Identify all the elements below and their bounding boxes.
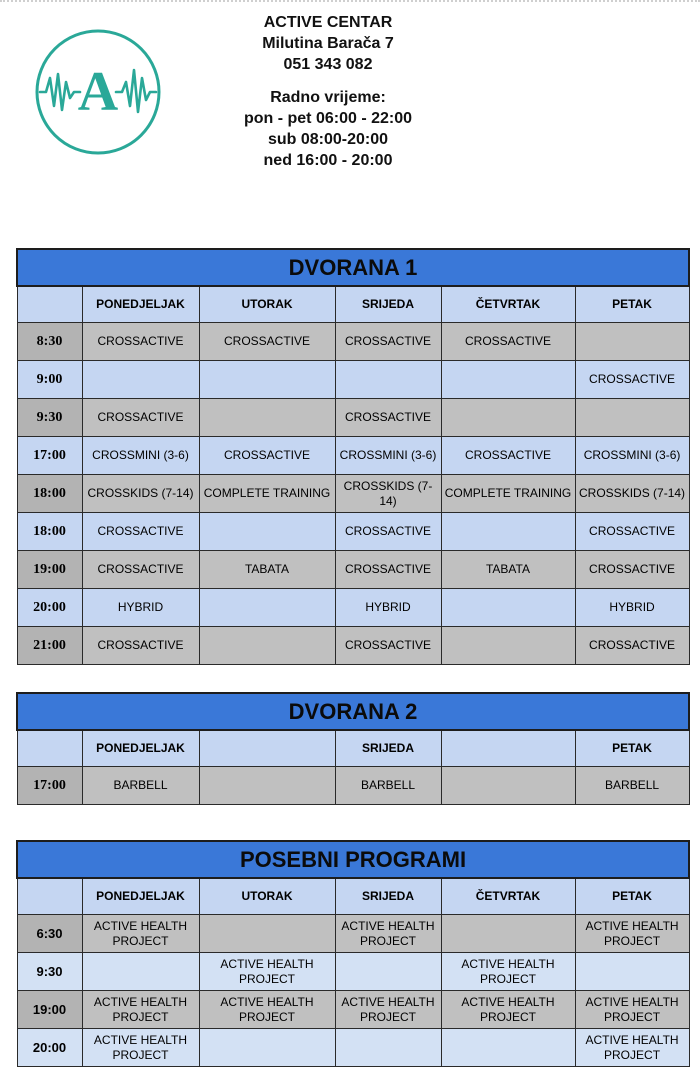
hall2-days-header: [17, 730, 689, 767]
class-cell: [441, 1029, 575, 1067]
schedule-row: [17, 551, 689, 589]
time-cell: 6:30: [17, 915, 82, 953]
time-cell: 9:00: [17, 361, 82, 399]
day-header: SRIJEDA: [335, 730, 441, 767]
hall1-schedule-table: [16, 248, 690, 665]
day-header: PETAK: [575, 878, 689, 915]
class-cell: [441, 767, 575, 805]
class-cell: [335, 361, 441, 399]
class-cell: [575, 953, 689, 991]
class-cell: CROSSACTIVE: [82, 323, 199, 361]
hours-weekdays: pon - pet 06:00 - 22:00: [243, 110, 413, 127]
special-days-header: [17, 878, 689, 915]
class-cell: [199, 1029, 335, 1067]
schedule-row: [17, 953, 689, 991]
class-cell: CROSSACTIVE: [199, 437, 335, 475]
time-cell: 20:00: [17, 1029, 82, 1067]
class-cell: CROSSACTIVE: [441, 437, 575, 475]
time-cell: 17:00: [17, 437, 82, 475]
day-header: SRIJEDA: [335, 286, 441, 323]
hall2-schedule-table: [16, 692, 690, 805]
class-cell: [441, 915, 575, 953]
class-cell: CROSSACTIVE: [335, 323, 441, 361]
time-cell: 8:30: [17, 323, 82, 361]
hours-sunday: ned 16:00 - 20:00: [263, 152, 393, 169]
center-address: Milutina Barača 7: [262, 35, 394, 52]
class-cell: CROSSACTIVE: [575, 627, 689, 665]
class-cell: CROSSMINI (3-6): [82, 437, 199, 475]
day-header: [441, 730, 575, 767]
class-cell: CROSSKIDS (7-14): [82, 475, 199, 513]
header-info: [200, 12, 456, 171]
class-cell: [441, 627, 575, 665]
class-cell: ACTIVE HEALTH PROJECT: [575, 915, 689, 953]
class-cell: BARBELL: [335, 767, 441, 805]
class-cell: ACTIVE HEALTH PROJECT: [82, 915, 199, 953]
day-header: [199, 730, 335, 767]
day-header: ČETVRTAK: [441, 286, 575, 323]
class-cell: HYBRID: [335, 589, 441, 627]
class-cell: [441, 361, 575, 399]
class-cell: ACTIVE HEALTH PROJECT: [575, 991, 689, 1029]
class-cell: CROSSKIDS (7-14): [575, 475, 689, 513]
day-header: SRIJEDA: [335, 878, 441, 915]
time-cell: 18:00: [17, 475, 82, 513]
schedule-row: [17, 767, 689, 805]
class-cell: ACTIVE HEALTH PROJECT: [199, 991, 335, 1029]
class-cell: TABATA: [199, 551, 335, 589]
class-cell: CROSSMINI (3-6): [575, 437, 689, 475]
schedule-row: [17, 399, 689, 437]
time-cell: 17:00: [17, 767, 82, 805]
class-cell: [441, 513, 575, 551]
day-header: PONEDJELJAK: [82, 730, 199, 767]
class-cell: [575, 323, 689, 361]
class-cell: CROSSACTIVE: [335, 513, 441, 551]
time-cell: 19:00: [17, 551, 82, 589]
time-cell: 21:00: [17, 627, 82, 665]
time-cell: 9:30: [17, 953, 82, 991]
class-cell: COMPLETE TRAINING: [199, 475, 335, 513]
class-cell: CROSSACTIVE: [575, 513, 689, 551]
day-header: PONEDJELJAK: [82, 878, 199, 915]
class-cell: [82, 953, 199, 991]
class-cell: COMPLETE TRAINING: [441, 475, 575, 513]
class-cell: HYBRID: [575, 589, 689, 627]
hall1-days-header: [17, 286, 689, 323]
class-cell: ACTIVE HEALTH PROJECT: [199, 953, 335, 991]
class-cell: BARBELL: [575, 767, 689, 805]
class-cell: [199, 513, 335, 551]
schedule-row: [17, 475, 689, 513]
class-cell: [199, 361, 335, 399]
class-cell: ACTIVE HEALTH PROJECT: [575, 1029, 689, 1067]
time-cell: 18:00: [17, 513, 82, 551]
hours-saturday: sub 08:00-20:00: [267, 131, 389, 148]
class-cell: CROSSACTIVE: [441, 323, 575, 361]
class-cell: [441, 589, 575, 627]
class-cell: [441, 399, 575, 437]
class-cell: TABATA: [441, 551, 575, 589]
schedule-row: [17, 361, 689, 399]
class-cell: [199, 399, 335, 437]
special-title: POSEBNI PROGRAMI: [17, 841, 689, 878]
hall1-title: DVORANA 1: [17, 249, 689, 286]
class-cell: ACTIVE HEALTH PROJECT: [335, 915, 441, 953]
class-cell: HYBRID: [82, 589, 199, 627]
time-cell: 19:00: [17, 991, 82, 1029]
class-cell: ACTIVE HEALTH PROJECT: [82, 1029, 199, 1067]
class-cell: [82, 361, 199, 399]
class-cell: [575, 399, 689, 437]
class-cell: [199, 589, 335, 627]
class-cell: CROSSACTIVE: [575, 361, 689, 399]
center-name: ACTIVE CENTAR: [263, 14, 393, 31]
class-cell: [199, 915, 335, 953]
corner-cell: [17, 730, 82, 767]
hours-title: Radno vrijeme:: [270, 89, 386, 106]
active-centar-logo: [32, 26, 164, 158]
day-header: PETAK: [575, 286, 689, 323]
time-cell: 20:00: [17, 589, 82, 627]
hall2-title: DVORANA 2: [17, 693, 689, 730]
logo-letter: A: [77, 61, 119, 123]
class-cell: [199, 627, 335, 665]
class-cell: CROSSACTIVE: [335, 399, 441, 437]
schedule-row: [17, 991, 689, 1029]
class-cell: CROSSACTIVE: [82, 399, 199, 437]
class-cell: CROSSACTIVE: [335, 627, 441, 665]
class-cell: CROSSKIDS (7-14): [335, 475, 441, 513]
class-cell: CROSSACTIVE: [199, 323, 335, 361]
class-cell: ACTIVE HEALTH PROJECT: [335, 991, 441, 1029]
class-cell: CROSSACTIVE: [82, 513, 199, 551]
special-programs-table: [16, 840, 690, 1067]
class-cell: [335, 953, 441, 991]
schedule-row: [17, 589, 689, 627]
corner-cell: [17, 878, 82, 915]
class-cell: [199, 767, 335, 805]
class-cell: CROSSMINI (3-6): [335, 437, 441, 475]
top-dotted-border: [0, 0, 700, 3]
schedule-row: [17, 437, 689, 475]
class-cell: ACTIVE HEALTH PROJECT: [441, 991, 575, 1029]
day-header: PONEDJELJAK: [82, 286, 199, 323]
logo-emblem-icon: [32, 26, 164, 158]
time-cell: 9:30: [17, 399, 82, 437]
schedule-row: [17, 323, 689, 361]
day-header: ČETVRTAK: [441, 878, 575, 915]
schedule-row: [17, 627, 689, 665]
center-phone: 051 343 082: [283, 56, 373, 73]
class-cell: BARBELL: [82, 767, 199, 805]
class-cell: ACTIVE HEALTH PROJECT: [441, 953, 575, 991]
class-cell: [335, 1029, 441, 1067]
class-cell: CROSSACTIVE: [82, 551, 199, 589]
class-cell: CROSSACTIVE: [335, 551, 441, 589]
class-cell: ACTIVE HEALTH PROJECT: [82, 991, 199, 1029]
corner-cell: [17, 286, 82, 323]
class-cell: CROSSACTIVE: [575, 551, 689, 589]
day-header: PETAK: [575, 730, 689, 767]
schedule-row: [17, 1029, 689, 1067]
schedule-row: [17, 915, 689, 953]
class-cell: CROSSACTIVE: [82, 627, 199, 665]
day-header: UTORAK: [199, 286, 335, 323]
day-header: UTORAK: [199, 878, 335, 915]
schedule-row: [17, 513, 689, 551]
